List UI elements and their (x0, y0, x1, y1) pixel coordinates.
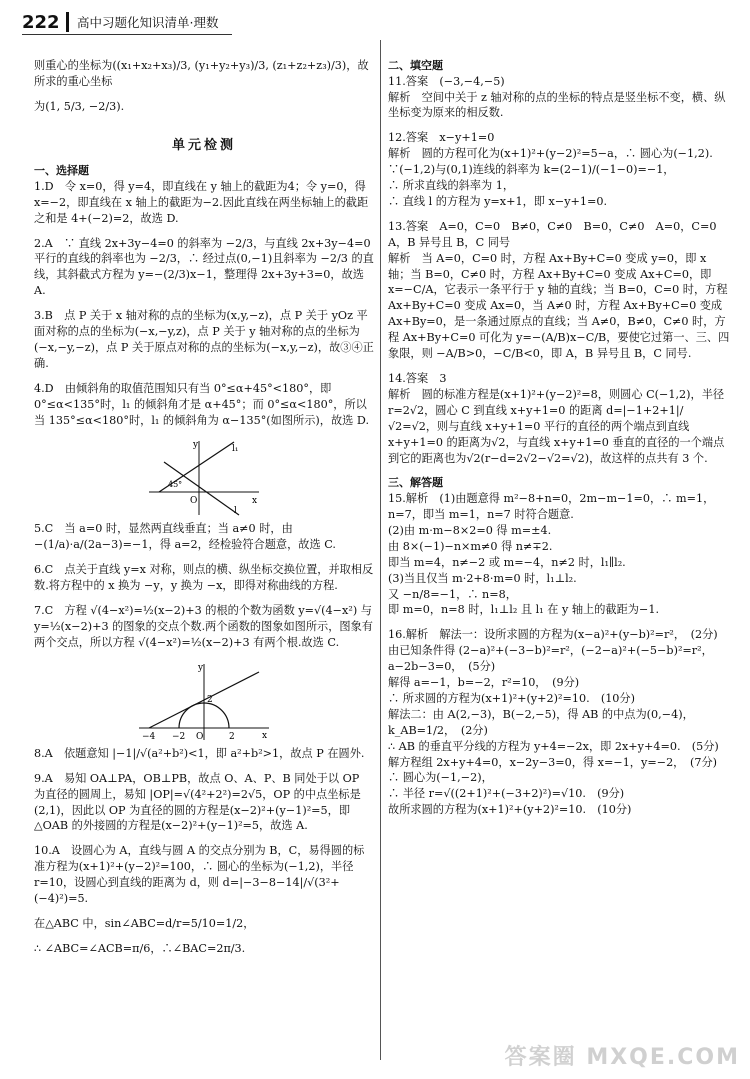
answer-10-sin: 在△ABC 中，sin∠ABC=d/r=5/10=1/2， (34, 916, 255, 930)
solution-15-2c: 即当 m=4，n≠−2 或 m=−4，n≠2 时，l₁∥l₂. (388, 555, 626, 569)
solution-16-4: ∴ 所求圆的方程为(x+1)²+(y+2)²=10. (10分) (388, 691, 635, 705)
answer-3: 3.B 点 P 关于 x 轴对称的点的坐标为(x,y,−z)，点 P 关于 yOz 平面对称的点的坐标为(−x,−y,z)，点 P 关于 y 轴对称的点的坐标为(−x,−y,−z)，点 P 关于原点对称的点的坐标为(−x,y,−z)，故③④正确. (34, 309, 374, 370)
answer-9: 9.A 易知 OA⊥PA，OB⊥PB，故点 O、A、P、B 同处于以 OP 为直径的圆周上，易知 |OP|=√(4²+2²)=2√5，OP 的中点坐标是(2,1)，因此以 OP 为直径的圆的方程是(x−2)²+(y−1)²=5，即△OAB 的外接圆的方程是(x−2)²+(y−1)²=5，故选 A. (34, 771, 361, 833)
answer-14: 14.答案 3 (388, 372, 447, 386)
fig1-l1-label: l₁ (232, 444, 239, 455)
figure-semicircle (134, 660, 274, 742)
fig2-y-label: y (198, 662, 204, 673)
answer-10: 10.A 设圆心为 A，直线与圆 A 的交点分别为 B，C，易得圆的标准方程为(x+1)²+(y−2)²=100，∴ 圆心的坐标为(−1,2)，半径 r=10，设圆心到直线的距离为 d，则 d=|−3−8−14|/√(3²+(−4)²)=5. (34, 844, 365, 906)
fig2-y2-label: 2 (207, 694, 213, 705)
section-solve-title: 三、解答题 (388, 476, 443, 490)
left-column (34, 58, 374, 966)
fig1-y-label: y (193, 440, 199, 451)
answer-11: 11.答案 (−3,−4,−5) (388, 74, 505, 88)
solution-15-3c: 即 m=0，n=8 时，l₁⊥l₂ 且 l₁ 在 y 轴上的截距为−1. (388, 603, 660, 617)
unit-title: 单元检测 (171, 137, 236, 153)
answer-4: 4.D 由倾斜角的取值范围知只有当 0°≤α+45°<180°，即 0°≤α<135°时，l₁ 的倾斜角才是 α+45°；而 0°≤α<180°，所以当 135°≤α<180°时，l₁ 的倾斜角为 α−135°(如图所示)，故选 D. (34, 381, 370, 427)
header-divider (66, 12, 69, 32)
solution-16-3: 解得 a=−1，b=−2，r²=10， (9分) (388, 676, 580, 690)
intro-line-1: 则重心的坐标为((x₁+x₂+x₃)/3, (y₁+y₂+y₃)/3, (z₁+z₂+z₃)/3)，故所求的重心坐标 (34, 59, 369, 88)
solution-16-10: 故所求圆的方程为(x+1)²+(y+2)²=10. (10分) (388, 803, 632, 817)
figure-lines (144, 437, 264, 517)
book-title: 高中习题化知识清单·理数 (77, 15, 219, 30)
solution-16-1: 16.解析 解法一：设所求圆的方程为(x−a)²+(y−b)²=r²， (2分) (388, 628, 718, 642)
solution-16-5: 解法二：由 A(2,−3)，B(−2,−5)，得 AB 的中点为(0,−4)，k_AB=1/2， (2分) (388, 707, 694, 737)
answer-10-angle: ∴ ∠ABC=∠ACB=π/6，∴∠BAC=2π/3. (34, 941, 246, 955)
section-choice-title: 一、选择题 (34, 164, 89, 178)
fig1-l-label: l (234, 506, 237, 517)
answer-12: 12.答案 x−y+1=0 (388, 131, 495, 145)
solution-15-2a: (2)由 m·m−8×2=0 得 m=±4. (388, 523, 552, 537)
answer-13: 13.答案 A=0，C=0 B≠0，C≠0 B=0，C≠0 A=0，C=0 A，B 异号且 B，C 同号 (388, 219, 728, 249)
analysis-14: 解析 圆的标准方程是(x+1)²+(y−2)²=8，则圆心 C(−1,2)，半径 r=2√2，圆心 C 到直线 x+y+1=0 的距离 d=|−1+2+1|/√2=√2，则与直线 x+y+1=0 平行的直径的两个端点到直线 x+y+1=0 的距离为√2，与直线 x+y+1=0 垂直的直径的一个端点到它的距离也为√2(r−d=2√2−√2=√2)，故这样的点共有 3 个. (388, 387, 725, 465)
fig1-angle-label: 45° (168, 480, 183, 490)
answer-2: 2.A ∵ 直线 2x+3y−4=0 的斜率为 −2/3，与直线 2x+3y−4=0 平行的直线的斜率也为 −2/3，∴ 经过点(0,−1)且斜率为 −2/3 的直线，其斜截式方程为 y=−(2/3)x−1，整理得 2x+3y+3=0，故选 A. (34, 236, 374, 298)
answer-1: 1.D 令 x=0，得 y=4，即直线在 y 轴上的截距为4；令 y=0，得 x=−2，即直线在 x 轴上的截距为−2.因此直线在两坐标轴上的截距之和是 4+(−2)=2，故选 D. (34, 179, 369, 225)
intro-line-2: 为(1, 5/3, −2/3). (34, 99, 125, 113)
watermark-logo: 答案圈 MXQE.COM (504, 1044, 740, 1070)
solution-15: 15.解析 (1)由题意得 m²−8+n=0，2m−m−1=0，∴ m=1，n=7，即当 m=1，n=7 时符合题意. (388, 492, 715, 521)
header-rule (22, 34, 232, 35)
column-separator (380, 40, 381, 1060)
answer-6: 6.C 点关于直线 y=x 对称，则点的横、纵坐标交换位置，并取相反数.将方程中的 x 换为 −y，y 换为 −x，即得对称曲线的方程. (34, 563, 374, 593)
solution-15-3b: 又 −n/8=−1，∴ n=8， (388, 587, 517, 601)
fig1-x-label: x (252, 496, 258, 507)
answer-5: 5.C 当 a=0 时，显然两直线垂直；当 a≠0 时，由 −(1/a)·a/(2a−3)=−1，得 a=2，经检验符合题意，故选 C. (34, 522, 336, 552)
right-column (388, 58, 730, 818)
fig1-origin-label: O (190, 496, 198, 507)
solution-16-9: ∴ 半径 r=√((2+1)²+(−3+2)²)=√10. (9分) (388, 787, 625, 801)
analysis-12: 解析 圆的方程可化为(x+1)²+(y−2)²=5−a，∴ 圆心为(−1,2). (388, 147, 713, 161)
answer-8: 8.A 依题意知 |−1|/√(a²+b²)<1，即 a²+b²>1，故点 P 在圆外. (34, 746, 365, 760)
solution-15-3a: (3)当且仅当 m·2+8·m=0 时，l₁⊥l₂. (388, 571, 577, 585)
analysis-12-line: ∴ 直线 l 的方程为 y=x+1，即 x−y+1=0. (388, 194, 608, 208)
solution-16-2: 由已知条件得 (2−a)²+(−3−b)²=r²，(−2−a)²+(−5−b)²=r²，a−2b−3=0， (5分) (388, 644, 713, 674)
fig2-x-label: x (262, 730, 268, 741)
solution-16-7: 解方程组 2x+y+4=0，x−2y−3=0，得 x=−1，y=−2， (7分) (388, 755, 717, 769)
fig2-pos2-label: 2 (229, 731, 235, 742)
solution-15-2b: 由 8×(−1)−n×m≠0 得 n≠∓2. (388, 539, 553, 553)
section-fill-title: 二、填空题 (388, 59, 443, 72)
fig2-origin-label: O (196, 731, 204, 742)
solution-16-6: ∴ AB 的垂直平分线的方程为 y+4=−2x，即 2x+y+4=0. (5分) (388, 739, 719, 753)
fig2-neg4-label: −4 (142, 731, 156, 742)
analysis-11: 解析 空间中关于 z 轴对称的点的坐标的特点是竖坐标不变，横、纵坐标变为原来的相反数. (388, 90, 726, 120)
answer-7: 7.C 方程 √(4−x²)=½(x−2)+3 的根的个数为函数 y=√(4−x²) 与 y=½(x−2)+3 的图象的交点个数.两个函数的图象如图所示，图象有两个交点，所以方程 √(4−x²)=½(x−2)+3 有两个根.故选 C. (34, 604, 373, 649)
analysis-12-slope: ∵(−1,2)与(0,1)连线的斜率为 k=(2−1)/(−1−0)=−1， (388, 163, 675, 177)
page-header (22, 10, 732, 36)
solution-16-8: ∴ 圆心为(−1,−2)， (388, 771, 493, 785)
page-number: 222 (22, 12, 60, 33)
analysis-13: 解析 当 A=0，C=0 时，方程 Ax+By+C=0 变成 y=0，即 x 轴；当 B=0，C≠0 时，方程 Ax+By+C=0 变成 Ax+C=0，即 x=−C/A，它表示一条平行于 y 轴的直线；当 B=0，C=0 时，方程 Ax+By+C=0 变成 Ax=0，当 A≠0 时，方程 Ax+By+C=0 变成 Ax+By=0，是一条通过原点的直线；当 A≠0，B≠0，C≠0 时，方程 Ax+By+C=0 可化为 y=−(A/B)x−C/B，要使它过第一、三、四象限，则 −A/B>0，−C/B<0，即 A，B 异号且 B，C 同号. (388, 251, 730, 361)
analysis-12-k: ∴ 所求直线的斜率为 1， (388, 179, 515, 193)
fig2-neg2-label: −2 (172, 731, 186, 742)
